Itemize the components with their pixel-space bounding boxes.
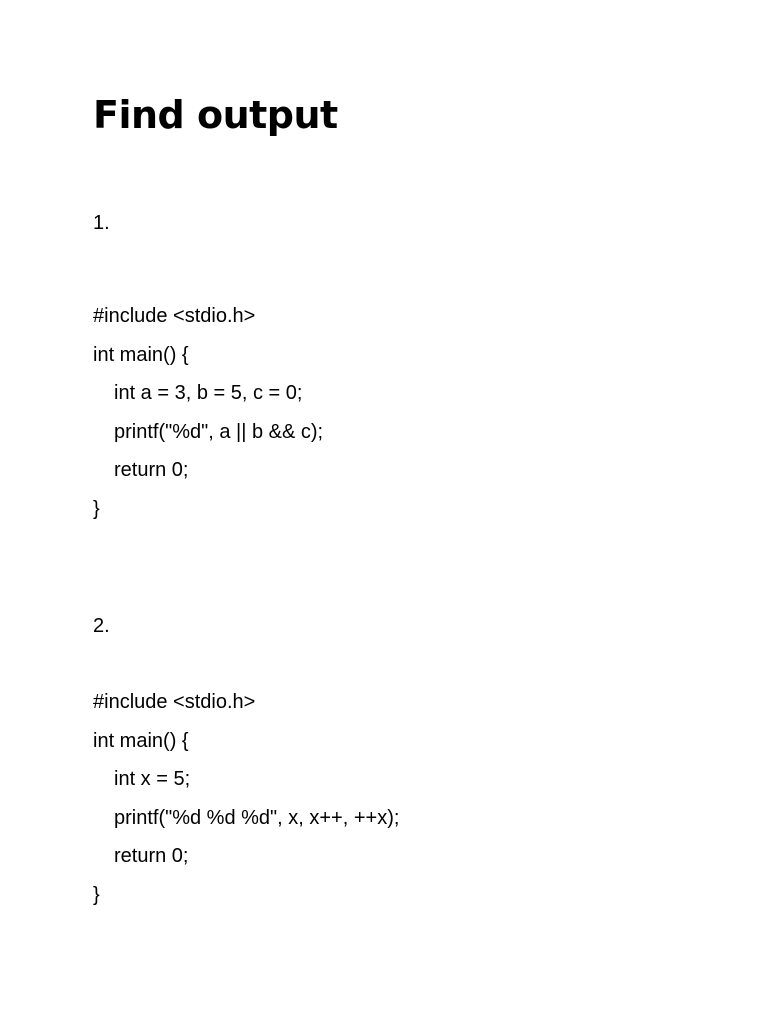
code-line: int x = 5; <box>114 768 191 791</box>
code-line: return 0; <box>114 459 189 482</box>
question-2-code-block <box>93 683 399 915</box>
code-line: int a = 3, b = 5, c = 0; <box>114 382 303 405</box>
code-line: #include <stdio.h> <box>93 305 256 327</box>
code-line: return 0; <box>114 845 189 868</box>
code-line: printf("%d", a || b && c); <box>114 420 324 443</box>
code-line: } <box>93 497 100 520</box>
code-line: int main() { <box>93 343 189 366</box>
code-line: printf("%d %d %d", x, x++, ++x); <box>114 806 400 829</box>
code-line: #include <stdio.h> <box>93 691 256 713</box>
code-line: int main() { <box>93 729 189 752</box>
page-title: Find output <box>93 93 338 137</box>
question-1-number: 1. <box>93 212 110 234</box>
question-2-number: 2. <box>93 615 110 637</box>
question-1-code-block <box>93 297 323 529</box>
code-line: } <box>93 883 100 906</box>
